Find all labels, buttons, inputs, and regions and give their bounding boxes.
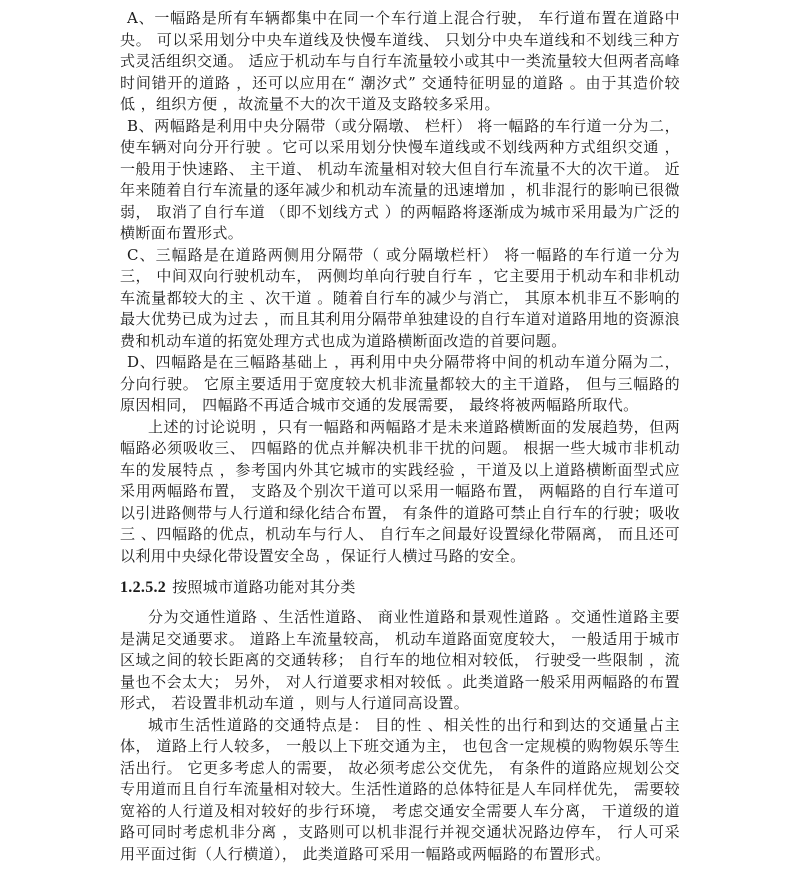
document-page	[120, 8, 680, 865]
section-heading	[120, 577, 680, 598]
section-number: 1.2.5.2	[120, 579, 167, 596]
paragraph-one-lane-road: A、一幅路是所有车辆都集中在同一个车行道上混合行驶， 车行道布置在道路中央。 可以采用划分中央车道线及快慢车道线、 只划分中央车道线和不划线三种方式灵活组织交通。 适应于机动车与自行车流量较小或其中一类流量较大但两者高峰时间错开的道路 ，还可以应用在“ 潮汐式” 交通特征明显的道路 。由于其造价较低 ，组织方便 ，故流量不大的次干道及支路较多采用。	[120, 9, 680, 113]
section-title: 按照城市道路功能对其分类	[172, 578, 356, 596]
paragraph-traffic-roads: 分为交通性道路 、生活性道路、 商业性道路和景观性道路 。交通性道路主要是满足交通要求。 道路上车流量较高， 机动车道路面宽度较大， 一般适用于城市区域之间的较长距离的交通转移； 自行车的地位相对较低， 行驶受一些限制 ，流量也不会太大； 另外， 对人行道要求相对较低 。此类道路一般采用两幅路的布置形式， 若设置非机动车道 ，则与人行道同高设置。	[120, 608, 680, 712]
paragraph-two-lane-road: B、两幅路是利用中央分隔带（或分隔墩、 栏杆） 将一幅路的车行道一分为二， 使车辆对向分开行驶 。它可以采用划分快慢车道线或不划线两种方式组织交通 ，一般用于快速路、 主干道、 机动车流量相对较大但自行车流量不大的次干道。 近年来随着自行车流量的逐年减少和机动车流量的迅速增加 ，机非混行的影响已很微弱， 取消了自行车道 （即不划线方式 ）的两幅路将逐渐成为城市采用最为广泛的横断面布置形式。	[120, 116, 680, 242]
paragraph-three-lane-road: C、三幅路是在道路两侧用分隔带（ 或分隔墩栏杆） 将一幅路的车行道一分为三， 中间双向行驶机动车， 两侧均单向行驶自行车 ，它主要用于机动车和非机动车流量都较大的主 、次干道 。随着自行车的减少与消亡， 其原本机非互不影响的最大优势已成为过去 ，而且其利用分隔带单独建设的自行车道对道路用地的资源浪费和机动车道的拓宽处理方式也成为道路横断面改造的首要问题。	[120, 245, 680, 350]
paragraph-living-roads: 城市生活性道路的交通特点是： 目的性 、相关性的出行和到达的交通量占主体， 道路上行人较多， 一般以上下班交通为主， 也包含一定规模的购物娱乐等生活出行。 它更多考虑人的需要， 故必须考虑公交优先， 有条件的道路应规划公交专用道而且自行车流量相对较大。生活性道路的总体特征是人车同样优先， 需要较宽裕的人行道及相对较好的步行环境， 考虑交通安全需要人车分离， 干道级的道路可同时考虑机非分离 ，支路则可以机非混行并视交通状况路边停车， 行人可采用平面过街（人行横道）， 此类道路可采用一幅路或两幅路的布置形式。	[120, 715, 680, 863]
paragraph-summary: 上述的讨论说明 ，只有一幅路和两幅路才是未来道路横断面的发展趋势，但两幅路必须吸收三、 四幅路的优点并解决机非干扰的问题。 根据一些大城市非机动车的发展特点 ，参考国内外其它城市的实践经验 ，干道及以上道路横断面型式应采用两幅路布置， 支路及个别次干道可以采用一幅路布置， 两幅路的自行车道可以引进路侧带与人行道和绿化结合布置， 有条件的道路可禁止自行车的行驶；吸收三 、四幅路的优点，机动车与行人、 自行车之间最好设置绿化带隔离， 而且还可以利用中央绿化带设置安全岛 ，保证行人横过马路的安全。	[120, 417, 680, 565]
paragraph-four-lane-road: D、四幅路是在三幅路基础上 ，再利用中央分隔带将中间的机动车道分隔为二，分向行驶。 它原主要适用于宽度较大机非流量都较大的主干道路， 但与三幅路的原因相同， 四幅路不再适合城市交通的发展需要， 最终将被两幅路所取代。	[120, 353, 680, 414]
